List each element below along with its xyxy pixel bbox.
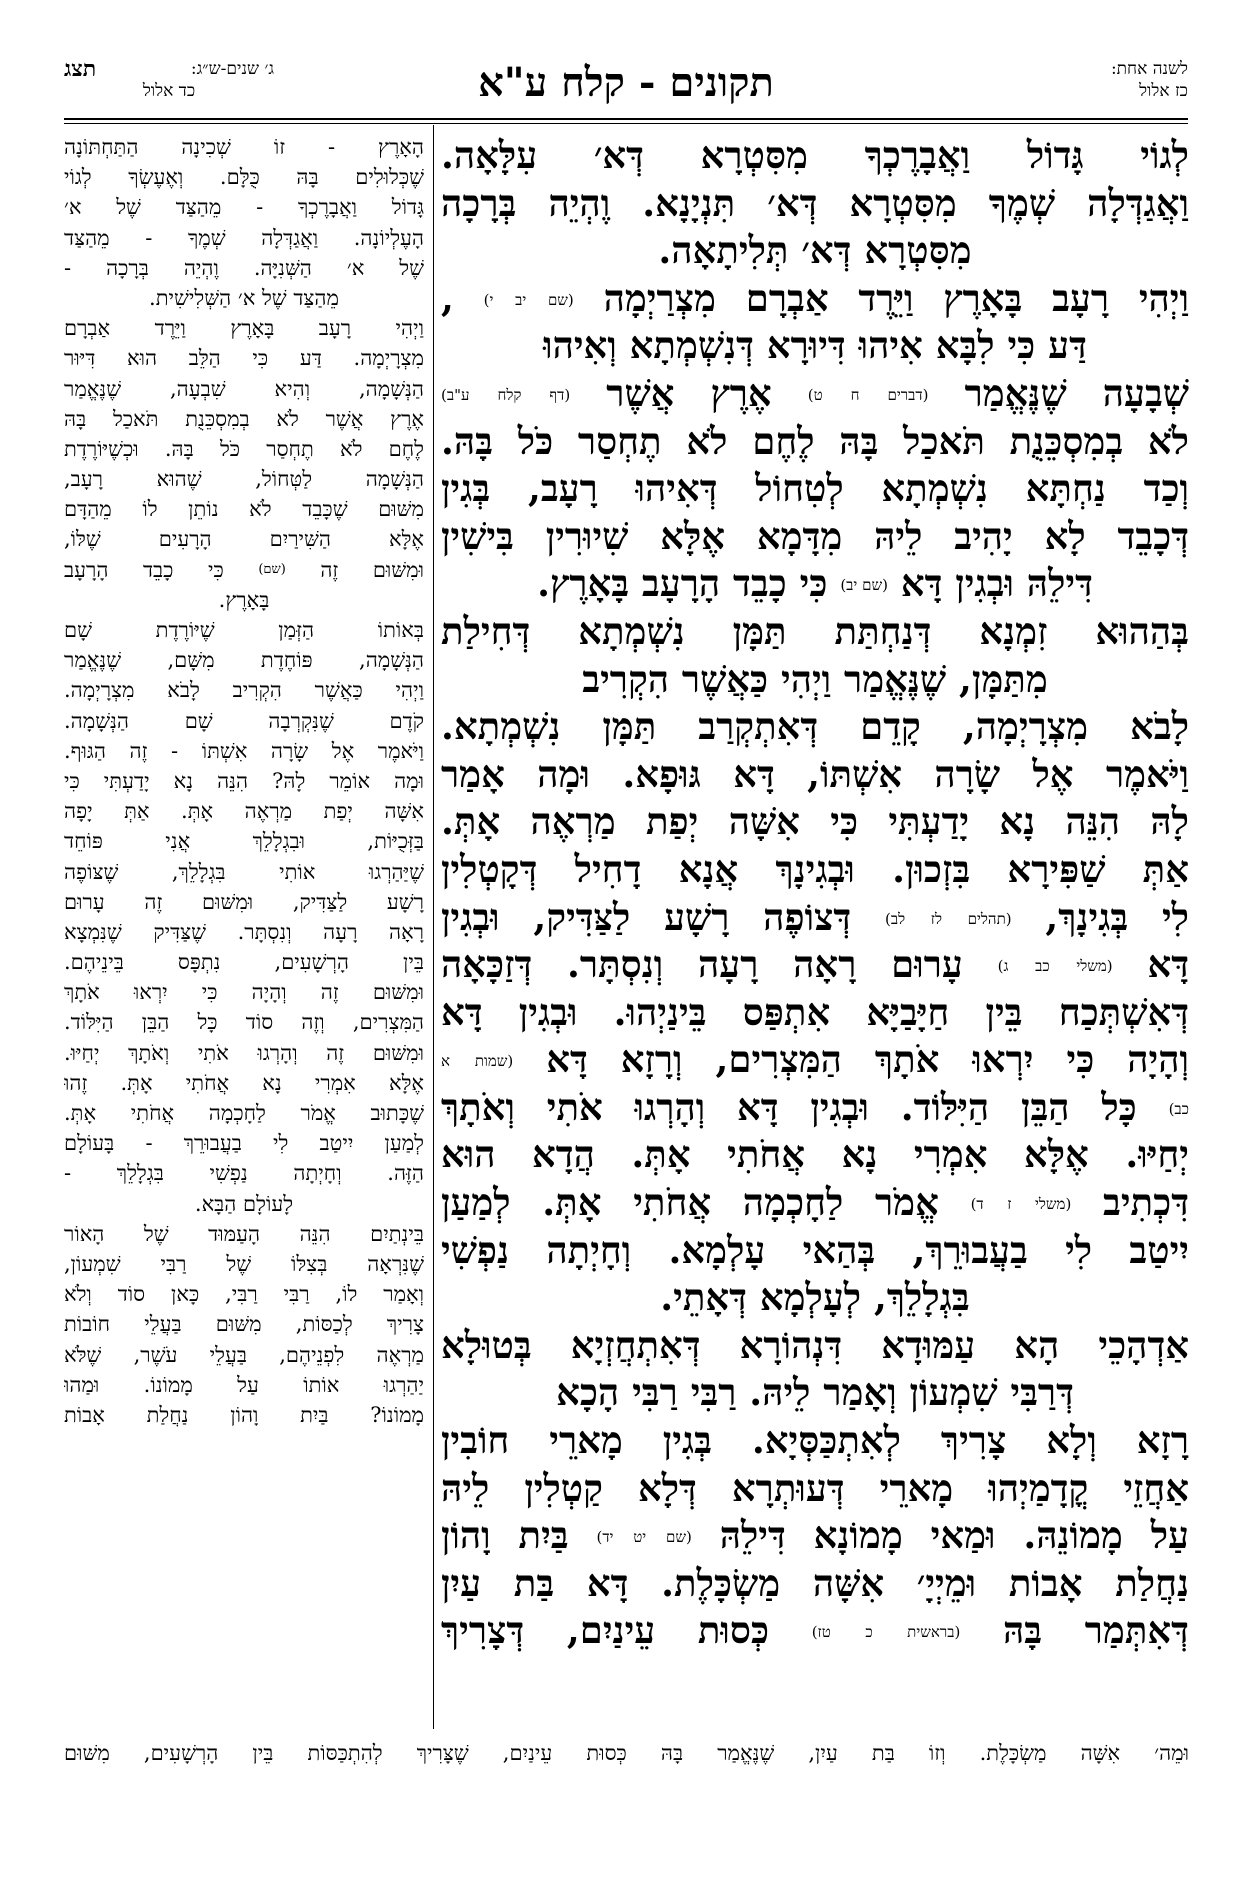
commentary-line (64, 1219, 424, 1249)
main-text-line-text: וַיְהִי רָעָב בָּאָרֶץ וַיֵּרֶד אַבְרָם מִצְרַיְמָה (603, 275, 1189, 320)
main-text-line (441, 941, 1189, 989)
main-text-line (441, 989, 1189, 1037)
main-text-line (441, 1369, 1189, 1417)
main-text-line (441, 1274, 1189, 1322)
main-text-line-text: רָזָא וְלָא צָרִיךְ לְאִתְכַּסְּיָא. בְּגִין מָארֵי חוֹבִין (441, 1418, 1189, 1463)
commentary-line (64, 1400, 424, 1430)
commentary-line-text: שֶׁל א׳ הַשְּׁנִיָּה. וֶהְיֵה בְּרָכָה - (64, 255, 424, 280)
main-text-line-text: דְּרַבִּי שִׁמְעוֹן וְאָמַר לֵיהּ. רַבִּי רַבִּי הָכָא (556, 1370, 1074, 1415)
commentary-line (64, 434, 424, 464)
commentary-line-text: אֶרֶץ אֲשֶׁר לֹא בְמִסְכֵּנֻת תֹּאכַל בָּהּ (64, 406, 424, 431)
commentary-line (64, 585, 424, 615)
commentary-line (64, 1158, 424, 1188)
commentary-line (64, 1279, 424, 1309)
main-text-line (441, 1465, 1189, 1513)
commentary-line-text: שֶׁכָּתוּב אֱמֹר לַחָכְמָה אֲחֹתִי אָתְּ. (64, 1101, 424, 1125)
commentary-line-text: מֵהַצַּד שֶׁל א׳ הַשְּׁלִישִׁית. (149, 285, 339, 310)
commentary-line (64, 524, 424, 554)
main-text-line-text: כב) (1168, 1099, 1189, 1118)
commentary-line-text: גָּדוֹל וַאֲבָרֶכְךָ - מֵהַצַּד שֶׁל א׳ (64, 195, 424, 220)
main-text-line (441, 1512, 1189, 1560)
commentary-line-text: שֶׁנִּרְאָה בְּצִלּוֹ שֶׁל רַבִּי שִׁמְעוֹן, (64, 1251, 424, 1276)
main-text-line (441, 798, 1189, 846)
main-text-line-text-cont: , (441, 275, 454, 320)
commentary-line-text: שֶׁיַּהַרְגוּ אוֹתִי בִּגְלָלֵךְ, שֶׁצּוֹפֶה (64, 859, 424, 884)
main-text-line (441, 513, 1189, 561)
main-text-line-text: עַל מָמוֹנֵהּ. וּמַאי מָמוֹנָא דִּילֵהּ (719, 1513, 1189, 1558)
source-reference: (שם יב) (840, 576, 888, 595)
commentary-line-text: שֶׁכְּלוּלִים בָּהּ כֻּלָּם. וְאֶעֶשְׂךָ לְגוֹי (64, 165, 424, 190)
commentary-line-text: צָרִיךְ לְכַסּוֹת, מִשּׁוּם בַּעֲלֵי חוֹבוֹת (64, 1312, 424, 1337)
main-text-line-text: דָּא (1147, 942, 1189, 987)
commentary-line (64, 464, 424, 494)
commentary-line-text: וַיְהִי רָעָב בָּאָרֶץ וַיֵּרֶד אַבְרָם (64, 316, 424, 341)
main-text-line-text: דִּכְתִיב (1103, 1180, 1189, 1225)
commentary-line-text: מִשּׁוּם שֶׁכָּבֵד לֹא נוֹתֵן לוֹ מֵהַדָּם (64, 497, 424, 522)
main-text-line-text: נַחֲלַת אָבוֹת וּמֵיְיָ׳ אִשָּׁה מַשְׂכָּלֶת. דָּא בַּת עַיִן (441, 1560, 1189, 1605)
commentary-line (64, 1068, 424, 1098)
commentary-line-text: לָעוֹלָם הַבָּא. (194, 1191, 294, 1216)
main-text-line (441, 1179, 1189, 1227)
main-text-line (441, 180, 1189, 228)
commentary-line (64, 857, 424, 887)
main-text-line-text: וַאֲגַדְּלָה שְׁמֶךָ מִסִּטְרָא דְּא׳ תִּנְיָנָא. וֶהְיֵה בְּרָכָה (441, 180, 1189, 225)
header-one-year-label: לשנה אחת: (1110, 59, 1188, 79)
main-text-line-text: בְּהַהוּא זִמְנָא דְּנַחְתַּת תַּמָּן נִשְׁמְתָא דְּחִילַת (441, 608, 1189, 653)
commentary-line-text: לְמַעַן יִיטַב לִי בַעֲבוּרֵךְ - בָּעוֹלָם (64, 1131, 424, 1156)
commentary-line (64, 766, 424, 796)
main-text-line (441, 846, 1189, 894)
source-reference: (שם יט יד) (596, 1528, 692, 1547)
page-folio-number: תצג (64, 56, 97, 82)
main-text-line-text: דְּכָבֵד לָא יָהִיב לֵיהּ מִדָּמָא אֶלָּא שִׁיוּרִין בִּישִׁין (441, 513, 1189, 558)
source-reference: (שם יב י) (483, 290, 574, 309)
main-text-line-text: אַדְהָכֵי הָא עַמּוּדָא דִּנְהוֹרָא דְּאִתְחֲזְיָא בְּטוּלָא (441, 1322, 1189, 1367)
main-text-line-text: וַיֹּאמֶר אֶל שָׂרָה אִשְׁתּוֹ, דָּא גּוּפָא. וּמָה אָמַר (441, 751, 1189, 796)
main-text-line-text-cont: אֶרֶץ אֲשֶׁר (606, 370, 772, 415)
main-text-line-text: לֹא בְמִסְכֵּנֻת תֹּאכַל בָּהּ לֶחֶם לֹא תֶחְסַר כֹּל בָּהּ. (441, 418, 1189, 463)
commentary-line (64, 132, 424, 162)
commentary-line (64, 615, 424, 645)
commentary-line (64, 675, 424, 705)
commentary-line (64, 736, 424, 766)
header-rule-bottom (64, 123, 1188, 124)
page-header (64, 58, 1188, 118)
main-text-line (441, 1084, 1189, 1132)
commentary-line (64, 706, 424, 736)
commentary-line-text: הַנְּשָׁמָה לַטְּחוֹל, שֶׁהוּא רָעָב, (64, 467, 424, 492)
commentary-line (64, 947, 424, 977)
commentary-line-text: אֶלָּא אִמְרִי נָא אֲחֹתִי אָתְּ. זֶהוּ (64, 1070, 424, 1095)
main-text-line (441, 1607, 1189, 1655)
main-text-line (441, 370, 1189, 418)
commentary-line-text-cont: כִּי כָבֵד הָרָעָב (64, 557, 224, 582)
main-text-line-text: וְכַד נַחְתָּא נִשְׁמְתָא לְטִחוֹל דְּאִיהוּ רָעָב, בְּגִין (441, 466, 1189, 511)
commentary-line (64, 977, 424, 1007)
commentary-line (64, 1189, 424, 1219)
commentary-line-text: וְאָמַר לוֹ, רַבִּי רַבִּי, כָּאן סוֹד וְלֹא (64, 1282, 424, 1307)
commentary-line (64, 374, 424, 404)
commentary-line-text: מִצְרָיְמָה. דַּע כִּי הַלֵּב הוּא דִּיּוּר (64, 346, 424, 371)
header-three-years-label: ג׳ שנים-ש״ג: (190, 59, 274, 79)
main-text-line (441, 656, 1189, 704)
commentary-line (64, 343, 424, 373)
commentary-line (64, 887, 424, 917)
main-text-line-text: דִּילֵהּ וּבְגִין דָּא (900, 561, 1093, 606)
commentary-line-text: יַהַרְגוּ אוֹתוֹ עַל מָמוֹנוֹ. וּמַהוּ (64, 1372, 424, 1397)
commentary-line-text: אִשָּׁה יְפַת מַרְאֶה אָתְּ. אַתְּ יָפָה (64, 799, 424, 824)
main-text-line-text: לָבֹא מִצְרָיְמָה, קָדֵם דְּאִתְקְרַב תַּמָּן נִשְׁמְתָא. (441, 704, 1189, 749)
commentary-line-text: אֶלָּא הַשִּׁירַיִם הָרָעִים שֶׁלּוֹ, (64, 527, 424, 552)
main-text-line (441, 322, 1189, 370)
commentary-line-text: לֶחֶם לֹא תֶחְסַר כֹּל בָּהּ. וּכְשֶׁיּוֹרֶדֶת (64, 436, 424, 461)
commentary-line-text: רָשָׁע לַצַּדִּיק, וּמִשּׁוּם זֶה עָרוּם (64, 889, 424, 914)
commentary-line (64, 1128, 424, 1158)
main-text-line-text: דְּאִתְּמַר בָּהּ (1002, 1608, 1189, 1653)
commentary-line-text: מָמוֹנוֹ? בַּיִת וָהוֹן נַחֲלַת אָבוֹת (64, 1402, 424, 1427)
main-text-line-text: יְחַיּוּ. אֶלָּא אִמְרִי נָא אֲחֹתִי אָתְּ. הֲדָא הוּא (441, 1132, 1189, 1177)
bottom-continuation-line: וּמֵה׳ אִשָּׁה מַשְׂכָּלֶת. וְזוֹ בַּת עַיִן, שֶׁנֶּאֱמַר בָּהּ כְּסוּת עֵינַיִם, שֶׁצָּרִיךְ לְהִתְכַּסּוֹת בֵּין הָרְשָׁעִים, מִשּׁוּם (64, 1741, 1189, 1765)
commentary-line-text: בָּאָרֶץ. (218, 587, 270, 612)
main-text-line (441, 132, 1189, 180)
source-reference: (שמות א (441, 1052, 514, 1071)
commentary-line (64, 494, 424, 524)
main-text-line (441, 1131, 1189, 1179)
commentary-line (64, 192, 424, 222)
main-text-line-text: וְהָיָה כִּי יִרְאוּ אֹתָךְ הַמִּצְרִים, וְרָזָא דָּא (546, 1037, 1189, 1082)
source-reference: (משלי כב ג) (997, 957, 1113, 976)
commentary-line (64, 313, 424, 343)
page-reference: (דף קלח ע"ב) (441, 385, 571, 404)
commentary-line-text: מַרְאֶה לִפְנֵיהֶם, בַּעֲלֵי עֹשֶׁר, שֶׁלֹּא (64, 1342, 424, 1367)
commentary-line (64, 162, 424, 192)
commentary-line-text: בֵּין הָרְשָׁעִים, נִתְפָּס בֵּינֵיהֶם. (64, 950, 424, 975)
main-text-line-text-cont: אֱמֹר לַחָכְמָה אֲחֹתִי אָתְּ. לְמַעַן (441, 1180, 939, 1225)
commentary-line-text: קֹדֶם שֶׁנִּקְרְבָה שָׁם הַנְּשָׁמָה. (64, 708, 424, 733)
source-reference: (משלי ז ד) (970, 1195, 1072, 1214)
commentary-line (64, 1098, 424, 1128)
main-text-line-text: לְגוֹי גָּדוֹל וַאֲבָרֶכְךָ מִסִּטְרָא דְּא׳ עִלָּאָה. (441, 133, 1189, 177)
main-text-line (441, 1322, 1189, 1370)
header-one-year-date: כז אלול (1139, 81, 1188, 101)
commentary-line-text: רָאָה רָעָה וְנִסְתָּר. שֶׁצַּדִּיק שֶׁנִּמְצָא (64, 919, 424, 944)
main-text-line-text-cont: בַּיִת וָהוֹן (441, 1513, 569, 1558)
main-text-line-text-cont: דְּצוֹפֶה רָשָׁע לַצַּדִּיק, וּבְגִין (441, 894, 852, 939)
commentary-line-text: וּמִשּׁוּם זֶה (320, 557, 424, 582)
commentary-line (64, 1309, 424, 1339)
main-text-line (441, 1227, 1189, 1275)
commentary-line (64, 826, 424, 856)
source-reference: (תהלים לז לב) (885, 909, 1012, 928)
commentary-line (64, 555, 424, 585)
commentary-line (64, 1007, 424, 1037)
page-title: תקונים - קלח ע"א (478, 59, 774, 106)
main-text-line (441, 703, 1189, 751)
source-reference: (בראשית כ טז) (811, 1623, 961, 1642)
commentary-line-text: וּמָה אוֹמֵר לָהּ? הִנֵּה נָא יָדַעְתִּי כִּי (64, 768, 424, 793)
main-text-line-text: לִי בְּגִינָךְ, (1045, 894, 1189, 939)
commentary-line (64, 253, 424, 283)
main-text-line-text: לָהּ הִנֵּה נָא יָדַעְתִּי כִּי אִשָּׁה יְפַת מַרְאֶה אָתְּ. (441, 799, 1189, 844)
header-rule-top (64, 118, 1188, 120)
main-text-line (441, 608, 1189, 656)
main-text-line-text: מִסִּטְרָא דְּא׳ תְּלִיתָאָה. (658, 228, 972, 273)
main-text-line (441, 1417, 1189, 1465)
commentary-line (64, 796, 424, 826)
main-text-line (441, 560, 1189, 608)
commentary-line-text: הָאָרֶץ - זוֹ שְׁכִינָה הַתַּחְתּוֹנָה (64, 135, 424, 159)
commentary-line (64, 1370, 424, 1400)
commentary-line-text: בְּאוֹתוֹ הַזְּמַן שֶׁיּוֹרֶדֶת שָׁם (64, 618, 424, 642)
commentary-line-text: בַּזְּכֻיּוֹת, וּבִגְלָלֵךְ אֲנִי פּוֹחֵד (64, 829, 424, 854)
main-text-line-text-cont: כִּי כָבֵד הָרָעָב בָּאָרֶץ. (537, 561, 828, 606)
main-text-line (441, 894, 1189, 942)
commentary-line (64, 1340, 424, 1370)
commentary-line-text: בֵּינְתַיִם הִנֵּה הָעַמּוּד שֶׁל הָאוֹר (64, 1221, 424, 1246)
main-text-line-text: דַּע כִּי לִבָּא אִיהוּ דִּיוּרָא דְּנִשְׁמְתָא וְאִיהוּ (543, 323, 1087, 368)
main-text-line-text-cont: כָּל הַבֵּן הַיִּלּוֹד. וּבְגִין דָּא וְהָרְגוּ אֹתִי וְאֹתָךְ (441, 1084, 1137, 1129)
main-text-line-text: אַחֲזֵי קֳדָמַיְהוּ מָארֵי דְּעוּתְרָא דְּלָא קַטְלִין לֵיהּ (441, 1465, 1189, 1510)
commentary-line (64, 223, 424, 253)
commentary-column (64, 132, 424, 1734)
commentary-line-text: הַמִּצְרִים, וְזֶה סוֹד כָּל הַבֵּן הַיִּלּוֹד. (64, 1010, 424, 1035)
commentary-line-text: וַיֹּאמֶר אֶל שָׂרָה אִשְׁתּוֹ - זֶה הַגּוּף. (64, 738, 424, 763)
main-text-column (441, 132, 1189, 1734)
main-text-line-text: בִּגְלָלֵךְ, לְעָלְמָא דְּאָתֵי. (660, 1275, 970, 1320)
main-text-line (441, 275, 1189, 323)
commentary-line-text: הַנְּשָׁמָה, פּוֹחֶדֶת מִשָּׁם, שֶׁנֶּאֱמַר (64, 648, 424, 673)
main-text-line (441, 418, 1189, 466)
commentary-line-text: הַזֶּה. וְחָיְתָה נַפְשִׁי בִּגְלָלֵךְ - (64, 1161, 424, 1186)
main-text-line-text-cont: כְּסוּת עֵינַיִם, דְּצָרִיךְ (441, 1608, 770, 1653)
commentary-line (64, 917, 424, 947)
commentary-line (64, 404, 424, 434)
main-text-line-text: מִתַּמָּן, שֶׁנֶּאֱמַר וַיְהִי כַּאֲשֶׁר הִקְרִיב (582, 656, 1048, 701)
source-reference: (דברים ח ט) (807, 385, 929, 404)
source-reference: (שם) (258, 561, 286, 577)
main-text-line-text: אַתְּ שַׁפִּירָא בִּזְכוּן. וּבְגִינָךְ אֲנָא דָחִיל דְּקָטְלִין (441, 846, 1189, 891)
commentary-line-text: הָעֶלְיוֹנָה. וַאֲגַדְּלָה שְׁמֶךָ - מֵהַצַּד (64, 225, 424, 250)
main-text-line (441, 1036, 1189, 1084)
main-text-line (441, 1560, 1189, 1608)
commentary-line-text: וַיְהִי כַּאֲשֶׁר הִקְרִיב לָבֹא מִצְרָיְמָה. (64, 678, 424, 703)
main-text-line (441, 751, 1189, 799)
commentary-line (64, 645, 424, 675)
main-text-line-text: שְׁבָעָה שֶׁנֶּאֱמַר (964, 370, 1189, 415)
main-text-line-text: דְּאִשְׁתְּכַח בֵּין חַיָּבַיָּא אִתְפַּס בֵּינַיְהוּ. וּבְגִין דָּא (441, 989, 1189, 1034)
commentary-line (64, 283, 424, 313)
header-three-years-date: כד אלול (142, 81, 196, 101)
column-divider (433, 125, 434, 1729)
main-text-line-text-cont: עָרוּם רָאָה רָעָה וְנִסְתָּר. דְּזַכָּאָה (441, 942, 963, 987)
commentary-line (64, 1038, 424, 1068)
main-text-line-text: יִיטַב לִי בַעֲבוּרֵךְ, בְּהַאי עָלְמָא. וְחָיְתָה נַפְשִׁי (441, 1227, 1189, 1272)
commentary-line-text: הַנְּשָׁמָה, וְהִיא שִׁבְעָה, שֶׁנֶּאֱמַר (64, 376, 424, 401)
main-text-line (441, 227, 1189, 275)
main-text-line (441, 465, 1189, 513)
commentary-line-text: וּמִשּׁוּם זֶה וְהָיָה כִּי יִרְאוּ אֹתָךְ (64, 980, 424, 1005)
commentary-line (64, 1249, 424, 1279)
commentary-line-text: וּמִשּׁוּם זֶה וְהָרְגוּ אֹתִי וְאֹתָךְ יְחַיּוּ. (64, 1040, 424, 1065)
